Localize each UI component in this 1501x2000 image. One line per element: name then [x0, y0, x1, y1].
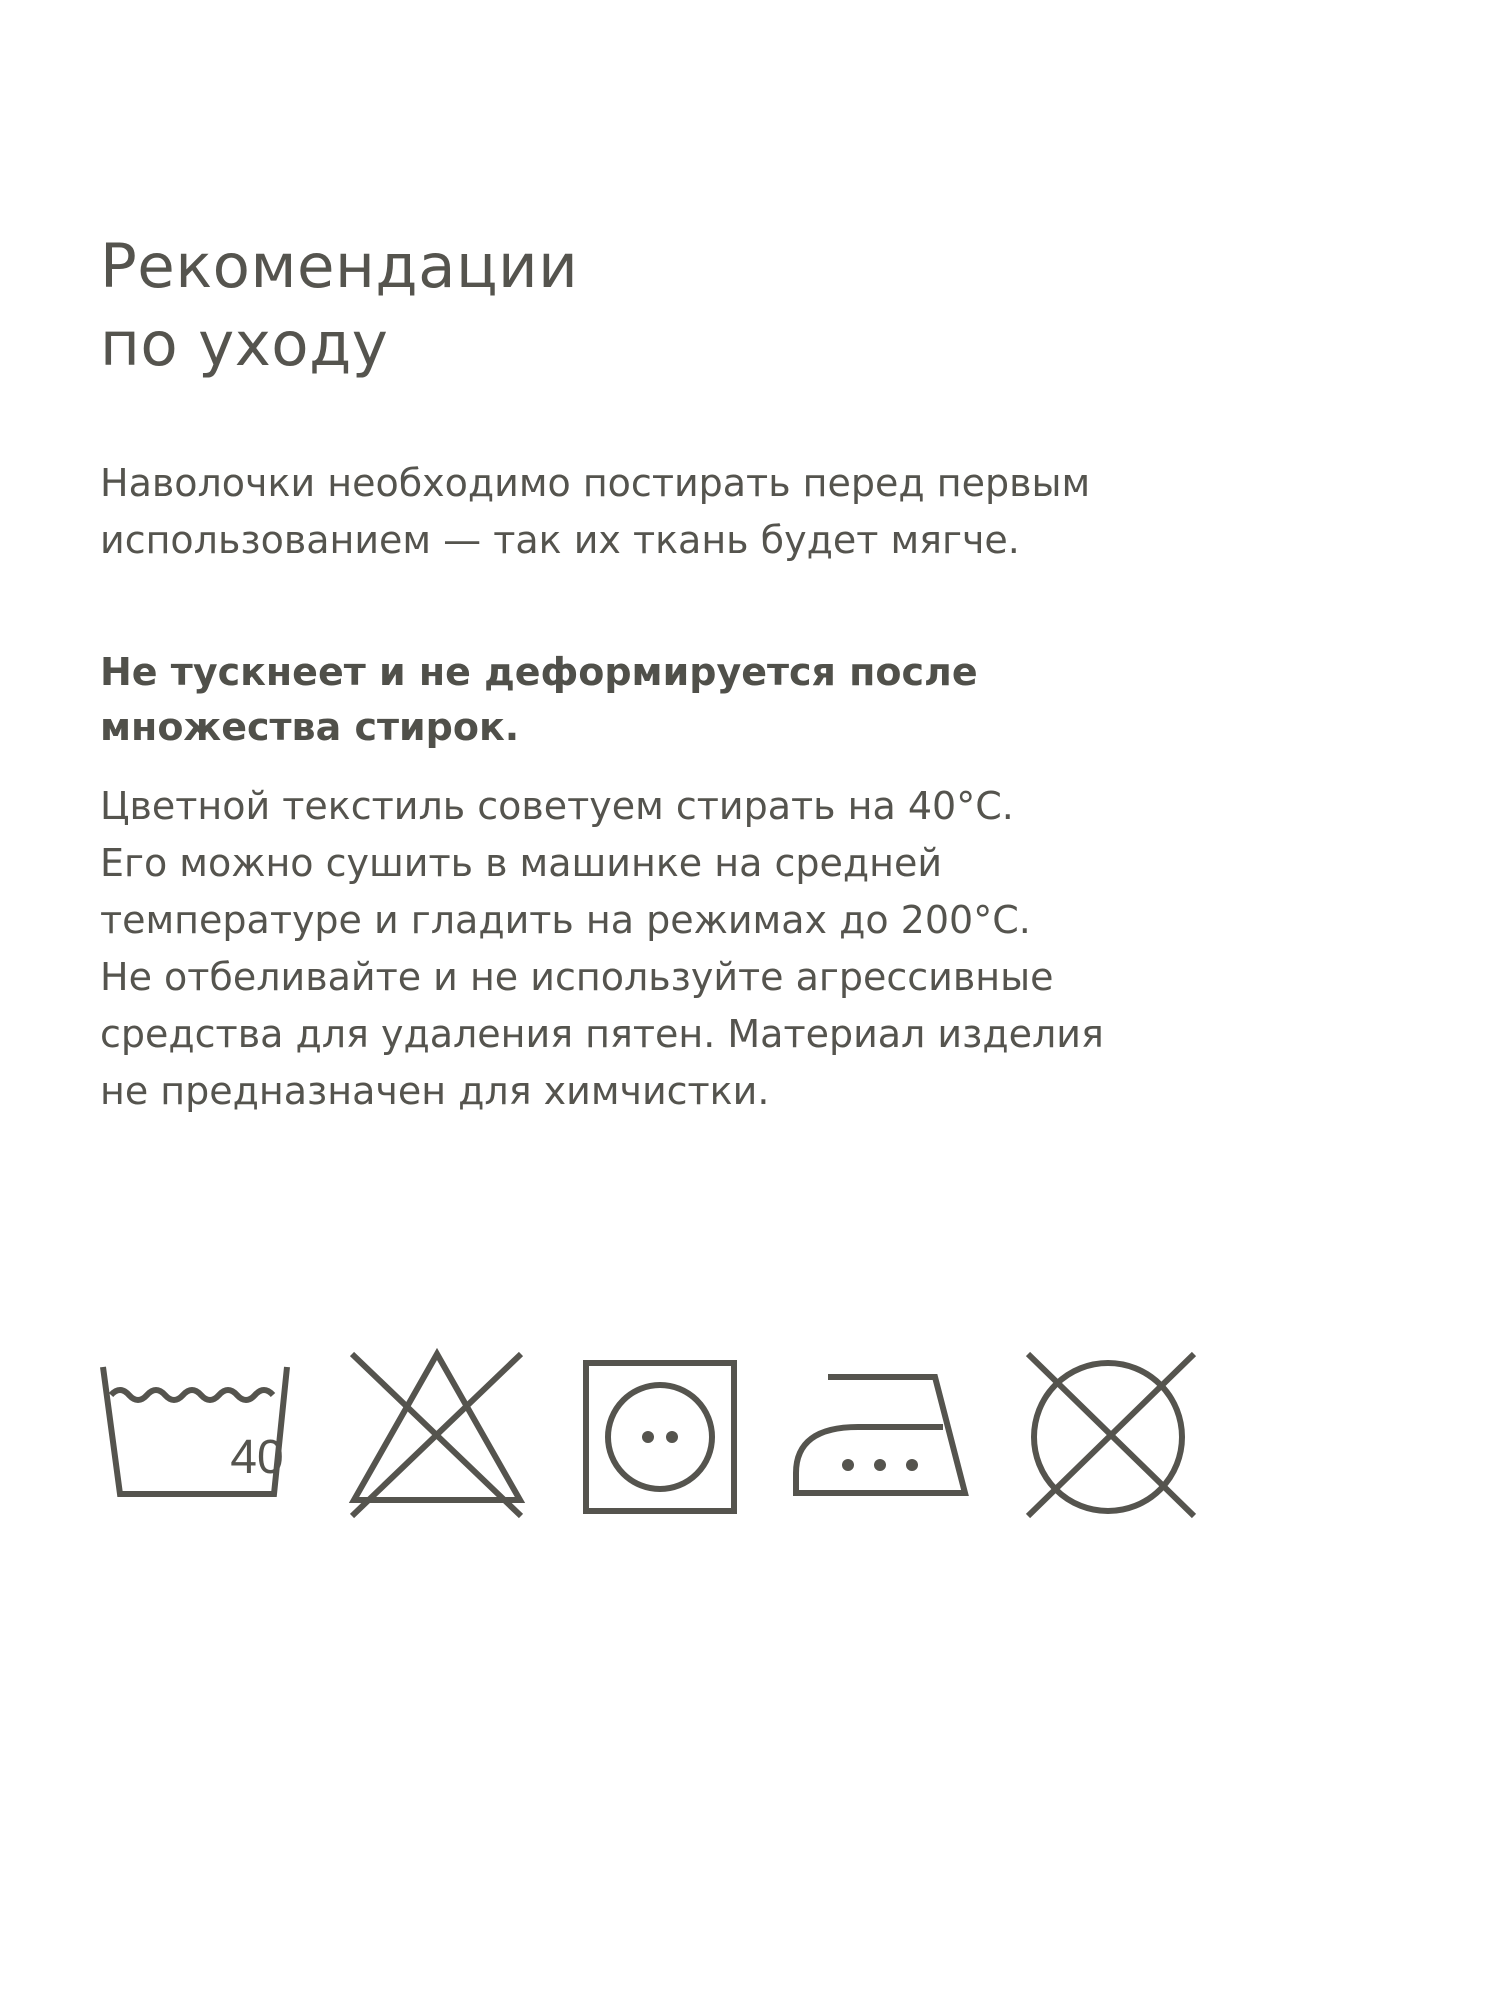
care-symbols-svg	[100, 1330, 1250, 1570]
page-title-line-1: Рекомендации	[100, 231, 579, 302]
care-line: Не отбеливайте и не используйте агрессивные	[100, 955, 1054, 999]
intro-paragraph	[100, 455, 1090, 569]
intro-line: Наволочки необходимо постирать перед первым	[100, 461, 1091, 505]
care-line: Его можно сушить в машинке на средней	[100, 841, 943, 885]
iron-high-icon	[796, 1377, 965, 1493]
no-bleach-icon	[352, 1354, 521, 1516]
care-line: Цветной текстиль советуем стирать на 40°С.	[100, 784, 1014, 828]
care-line: температуре и гладить на режимах до 200°С.	[100, 898, 1031, 942]
highlight-line: множества стирок.	[100, 705, 520, 749]
care-symbols-row	[100, 1330, 1250, 1570]
wash-temperature-label: 40	[230, 1431, 284, 1484]
intro-line: использованием — так их ткань будет мягче.	[100, 518, 1020, 562]
no-dry-clean-icon	[1028, 1354, 1194, 1516]
highlight-line: Не тускнеет и не деформируется после	[100, 650, 978, 694]
care-line: не предназначен для химчистки.	[100, 1069, 770, 1113]
care-line: средства для удаления пятен. Материал изделия	[100, 1012, 1104, 1056]
tumble-dry-medium-icon	[586, 1363, 734, 1511]
wash-40-icon	[103, 1367, 287, 1494]
highlight-paragraph	[100, 645, 978, 755]
page-title	[100, 228, 578, 384]
care-instructions-paragraph	[100, 778, 1104, 1120]
page-title-line-2: по уходу	[100, 309, 389, 380]
